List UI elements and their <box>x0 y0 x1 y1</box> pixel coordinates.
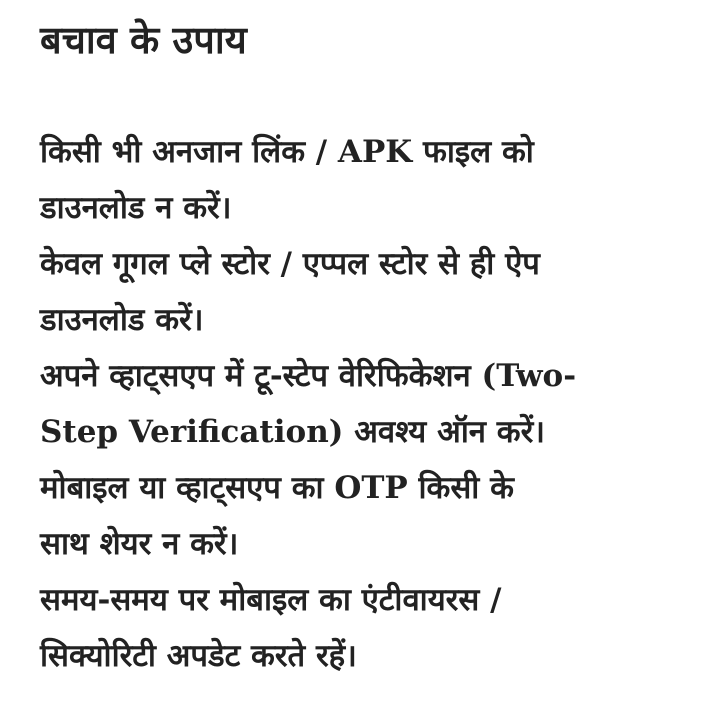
tip-1-line-1: किसी भी अनजान लिंक / APK फाइल को <box>40 134 534 170</box>
tip-1-line-2: डाउनलोड न करें। <box>40 190 232 226</box>
tip-item-5 <box>40 572 690 684</box>
tip-5-line-1: समय-समय पर मोबाइल का एंटीवायरस / <box>40 582 502 618</box>
tip-5-line-2: सिक्योरिटी अपडेट करते रहें। <box>40 638 357 674</box>
tip-2-line-2: डाउनलोड करें। <box>40 302 204 338</box>
tip-item-2 <box>40 236 690 348</box>
tip-3-line-2: Step Verification) अवश्य ऑन करें। <box>40 414 546 450</box>
tip-item-3 <box>40 348 690 460</box>
tip-4-line-1: मोबाइल या व्हाट्सएप का OTP किसी के <box>40 470 514 506</box>
tip-3-line-1: अपने व्हाट्सएप में टू-स्टेप वेरिफिकेशन (Two- <box>40 358 577 394</box>
tip-2-line-1: केवल गूगल प्ले स्टोर / एप्पल स्टोर से ही ऐप <box>40 246 540 282</box>
tip-item-4 <box>40 460 690 572</box>
prevention-tips-list <box>40 124 690 684</box>
tip-4-line-2: साथ शेयर न करें। <box>40 526 239 562</box>
tip-item-1 <box>40 124 690 236</box>
page-title: बचाव के उपाय <box>40 17 247 62</box>
